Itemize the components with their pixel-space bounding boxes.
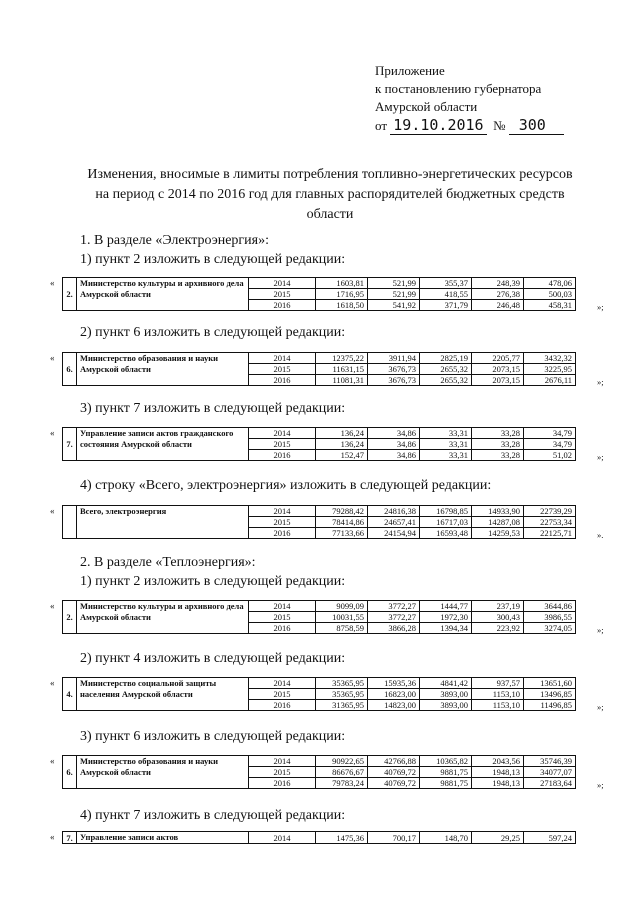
- value-cell: 10031,55: [316, 612, 368, 623]
- year-cell: 2014: [249, 353, 316, 364]
- year-cell: 2015: [249, 517, 316, 528]
- value-cell: 355,37: [420, 278, 472, 289]
- value-cell: 1948,13: [472, 778, 524, 789]
- value-cell: 3225,95: [524, 364, 576, 375]
- value-cell: 3986,55: [524, 612, 576, 623]
- value-cell: 16823,00: [368, 689, 420, 700]
- value-cell: 3772,27: [368, 601, 420, 612]
- table-row: [63, 756, 576, 767]
- value-cell: 15935,36: [368, 678, 420, 689]
- value-cell: 51,02: [524, 450, 576, 461]
- year-cell: 2016: [249, 623, 316, 634]
- value-cell: 300,43: [472, 612, 524, 623]
- limits-table: [62, 277, 576, 311]
- value-cell: 24154,94: [368, 528, 420, 539]
- item-number: 7.: [63, 832, 77, 844]
- item-number: 6.: [63, 756, 77, 789]
- quote-open: «: [50, 353, 55, 363]
- limits-table: [62, 352, 576, 386]
- value-cell: 31365,95: [316, 700, 368, 711]
- value-cell: 9881,75: [420, 778, 472, 789]
- value-cell: 541,92: [368, 300, 420, 311]
- value-cell: 34,79: [524, 428, 576, 439]
- item-number: 6.: [63, 353, 77, 386]
- value-cell: 2073,15: [472, 364, 524, 375]
- value-cell: 27183,64: [524, 778, 576, 789]
- value-cell: 40769,72: [368, 767, 420, 778]
- annex-date-line: [375, 116, 564, 135]
- quote-open: «: [50, 756, 55, 766]
- value-cell: 24816,38: [368, 506, 420, 517]
- value-cell: 29,25: [472, 832, 524, 844]
- year-cell: 2016: [249, 778, 316, 789]
- organization-name: Министерство образования и науки Амурской области: [77, 353, 249, 386]
- value-cell: 2655,32: [420, 375, 472, 386]
- value-cell: 237,19: [472, 601, 524, 612]
- value-cell: 33,31: [420, 450, 472, 461]
- value-cell: 42766,88: [368, 756, 420, 767]
- year-cell: 2016: [249, 528, 316, 539]
- value-cell: 22739,29: [524, 506, 576, 517]
- item-number: 7.: [63, 428, 77, 461]
- value-cell: 136,24: [316, 439, 368, 450]
- annex-line-1: Приложение: [375, 63, 445, 78]
- value-cell: 16593,48: [420, 528, 472, 539]
- table-block: [50, 600, 610, 634]
- item-number: 4.: [63, 678, 77, 711]
- table-block: [50, 755, 610, 789]
- value-cell: 2205,77: [472, 353, 524, 364]
- section-1-item-2: 2) пункт 6 изложить в следующей редакции:: [80, 325, 346, 340]
- year-cell: 2015: [249, 689, 316, 700]
- value-cell: 14287,08: [472, 517, 524, 528]
- item-number: 2.: [63, 601, 77, 634]
- value-cell: 33,31: [420, 439, 472, 450]
- value-cell: 3676,73: [368, 375, 420, 386]
- table-row: [63, 278, 576, 289]
- organization-name: Министерство образования и науки Амурской области: [77, 756, 249, 789]
- decree-number: 300: [509, 116, 564, 135]
- value-cell: 3893,00: [420, 700, 472, 711]
- value-cell: 248,39: [472, 278, 524, 289]
- value-cell: 1153,10: [472, 700, 524, 711]
- value-cell: 1948,13: [472, 767, 524, 778]
- value-cell: 1716,95: [316, 289, 368, 300]
- value-cell: 3644,86: [524, 601, 576, 612]
- value-cell: 521,99: [368, 289, 420, 300]
- section-2-item-3: 3) пункт 6 изложить в следующей редакции:: [80, 729, 346, 744]
- quote-close: »;: [597, 452, 604, 462]
- value-cell: 22753,34: [524, 517, 576, 528]
- value-cell: 371,79: [420, 300, 472, 311]
- value-cell: 34,86: [368, 439, 420, 450]
- value-cell: 33,28: [472, 450, 524, 461]
- year-cell: 2014: [249, 601, 316, 612]
- value-cell: 11081,31: [316, 375, 368, 386]
- table-row: [63, 601, 576, 612]
- value-cell: 276,38: [472, 289, 524, 300]
- organization-name: Министерство социальной защиты населения Амурской области: [77, 678, 249, 711]
- value-cell: 22125,71: [524, 528, 576, 539]
- section-2-item-1: 1) пункт 2 изложить в следующей редакции:: [80, 574, 346, 589]
- year-cell: 2014: [249, 506, 316, 517]
- organization-name: Управление записи актов: [77, 832, 249, 844]
- year-cell: 2016: [249, 450, 316, 461]
- value-cell: 35746,39: [524, 756, 576, 767]
- table-block: [50, 352, 610, 386]
- value-cell: 34,86: [368, 428, 420, 439]
- quote-close: »;: [597, 377, 604, 387]
- limits-table: [62, 600, 576, 634]
- value-cell: 34,86: [368, 450, 420, 461]
- item-number: [63, 506, 77, 539]
- year-cell: 2014: [249, 678, 316, 689]
- limits-table: [62, 505, 576, 539]
- table-block: [50, 427, 610, 461]
- quote-open: «: [50, 278, 55, 288]
- annex-header: [375, 62, 564, 135]
- value-cell: 223,92: [472, 623, 524, 634]
- quote-close: »;: [597, 780, 604, 790]
- value-cell: 148,70: [420, 832, 472, 844]
- decree-date: 19.10.2016: [390, 116, 486, 135]
- value-cell: 14933,90: [472, 506, 524, 517]
- organization-name: Министерство культуры и архивного дела Амурской области: [77, 601, 249, 634]
- table-row: [63, 678, 576, 689]
- year-cell: 2016: [249, 700, 316, 711]
- value-cell: 16717,03: [420, 517, 472, 528]
- value-cell: 90922,65: [316, 756, 368, 767]
- annex-line-3: Амурской области: [375, 99, 478, 114]
- value-cell: 3893,00: [420, 689, 472, 700]
- value-cell: 1603,81: [316, 278, 368, 289]
- value-cell: 35365,95: [316, 678, 368, 689]
- value-cell: 34,79: [524, 439, 576, 450]
- table-row: [63, 506, 576, 517]
- value-cell: 1972,30: [420, 612, 472, 623]
- year-cell: 2015: [249, 767, 316, 778]
- quote-close: »;: [597, 302, 604, 312]
- section-2-heading: 2. В разделе «Теплоэнергия»:: [80, 555, 256, 570]
- value-cell: 12375,22: [316, 353, 368, 364]
- value-cell: 597,24: [524, 832, 576, 844]
- value-cell: 3866,28: [368, 623, 420, 634]
- value-cell: 13651,60: [524, 678, 576, 689]
- section-1-item-3: 3) пункт 7 изложить в следующей редакции:: [80, 401, 346, 416]
- table-block: [50, 677, 610, 711]
- value-cell: 521,99: [368, 278, 420, 289]
- value-cell: 40769,72: [368, 778, 420, 789]
- value-cell: 2655,32: [420, 364, 472, 375]
- value-cell: 14259,53: [472, 528, 524, 539]
- value-cell: 1444,77: [420, 601, 472, 612]
- year-cell: 2015: [249, 612, 316, 623]
- table-row: [63, 832, 576, 844]
- limits-table: [62, 755, 576, 789]
- value-cell: 2676,11: [524, 375, 576, 386]
- year-cell: 2016: [249, 300, 316, 311]
- value-cell: 79288,42: [316, 506, 368, 517]
- value-cell: 78414,86: [316, 517, 368, 528]
- organization-name: Управление записи актов гражданского состояния Амурской области: [77, 428, 249, 461]
- year-cell: 2015: [249, 439, 316, 450]
- value-cell: 1618,50: [316, 300, 368, 311]
- quote-open: «: [50, 678, 55, 688]
- year-cell: 2016: [249, 375, 316, 386]
- quote-open: «: [50, 601, 55, 611]
- value-cell: 136,24: [316, 428, 368, 439]
- table-block: [50, 277, 610, 311]
- limits-table: [62, 831, 576, 844]
- section-1-heading: 1. В разделе «Электроэнергия»:: [80, 233, 269, 248]
- value-cell: 77133,66: [316, 528, 368, 539]
- year-cell: 2015: [249, 364, 316, 375]
- organization-name: Министерство культуры и архивного дела Амурской области: [77, 278, 249, 311]
- year-cell: 2014: [249, 832, 316, 844]
- value-cell: 10365,82: [420, 756, 472, 767]
- value-cell: 4841,42: [420, 678, 472, 689]
- value-cell: 3274,05: [524, 623, 576, 634]
- value-cell: 3772,27: [368, 612, 420, 623]
- section-2-item-4: 4) пункт 7 изложить в следующей редакции:: [80, 808, 346, 823]
- quote-close: »;: [597, 625, 604, 635]
- year-cell: 2014: [249, 756, 316, 767]
- value-cell: 79783,24: [316, 778, 368, 789]
- value-cell: 16798,85: [420, 506, 472, 517]
- value-cell: 33,28: [472, 428, 524, 439]
- table-block: [50, 831, 610, 843]
- value-cell: 11496,85: [524, 700, 576, 711]
- value-cell: 937,57: [472, 678, 524, 689]
- value-cell: 2043,56: [472, 756, 524, 767]
- value-cell: 9881,75: [420, 767, 472, 778]
- date-prefix: от: [375, 118, 388, 133]
- section-1-item-4: 4) строку «Всего, электроэнергия» изложить в следующей редакции:: [80, 478, 492, 493]
- value-cell: 24657,41: [368, 517, 420, 528]
- value-cell: 458,31: [524, 300, 576, 311]
- value-cell: 1475,36: [316, 832, 368, 844]
- section-2-item-2: 2) пункт 4 изложить в следующей редакции:: [80, 651, 346, 666]
- value-cell: 1394,34: [420, 623, 472, 634]
- value-cell: 418,55: [420, 289, 472, 300]
- year-cell: 2014: [249, 428, 316, 439]
- number-prefix: №: [493, 118, 506, 133]
- quote-close: ».: [597, 530, 604, 540]
- quote-open: «: [50, 832, 55, 842]
- section-1-item-1: 1) пункт 2 изложить в следующей редакции:: [80, 252, 346, 267]
- value-cell: 86676,67: [316, 767, 368, 778]
- value-cell: 246,48: [472, 300, 524, 311]
- value-cell: 478,06: [524, 278, 576, 289]
- value-cell: 11631,15: [316, 364, 368, 375]
- quote-close: »;: [597, 702, 604, 712]
- value-cell: 3676,73: [368, 364, 420, 375]
- limits-table: [62, 677, 576, 711]
- value-cell: 33,28: [472, 439, 524, 450]
- value-cell: 9099,09: [316, 601, 368, 612]
- organization-name: Всего, электроэнергия: [77, 506, 249, 539]
- value-cell: 2073,15: [472, 375, 524, 386]
- value-cell: 700,17: [368, 832, 420, 844]
- value-cell: 13496,85: [524, 689, 576, 700]
- item-number: 2.: [63, 278, 77, 311]
- value-cell: 14823,00: [368, 700, 420, 711]
- value-cell: 2825,19: [420, 353, 472, 364]
- value-cell: 152,47: [316, 450, 368, 461]
- value-cell: 1153,10: [472, 689, 524, 700]
- year-cell: 2015: [249, 289, 316, 300]
- table-row: [63, 353, 576, 364]
- annex-line-2: к постановлению губернатора: [375, 81, 542, 96]
- document-title: Изменения, вносимые в лимиты потребления топливно-энергетических ресурсов на период с 2014 по 2016 год для главных распорядителей бюджетных средств области: [87, 167, 573, 222]
- value-cell: 34077,07: [524, 767, 576, 778]
- quote-open: «: [50, 428, 55, 438]
- table-row: [63, 428, 576, 439]
- value-cell: 3911,94: [368, 353, 420, 364]
- value-cell: 3432,32: [524, 353, 576, 364]
- table-block: [50, 505, 610, 539]
- limits-table: [62, 427, 576, 461]
- value-cell: 8758,59: [316, 623, 368, 634]
- quote-open: «: [50, 506, 55, 516]
- year-cell: 2014: [249, 278, 316, 289]
- value-cell: 500,03: [524, 289, 576, 300]
- value-cell: 33,31: [420, 428, 472, 439]
- value-cell: 35365,95: [316, 689, 368, 700]
